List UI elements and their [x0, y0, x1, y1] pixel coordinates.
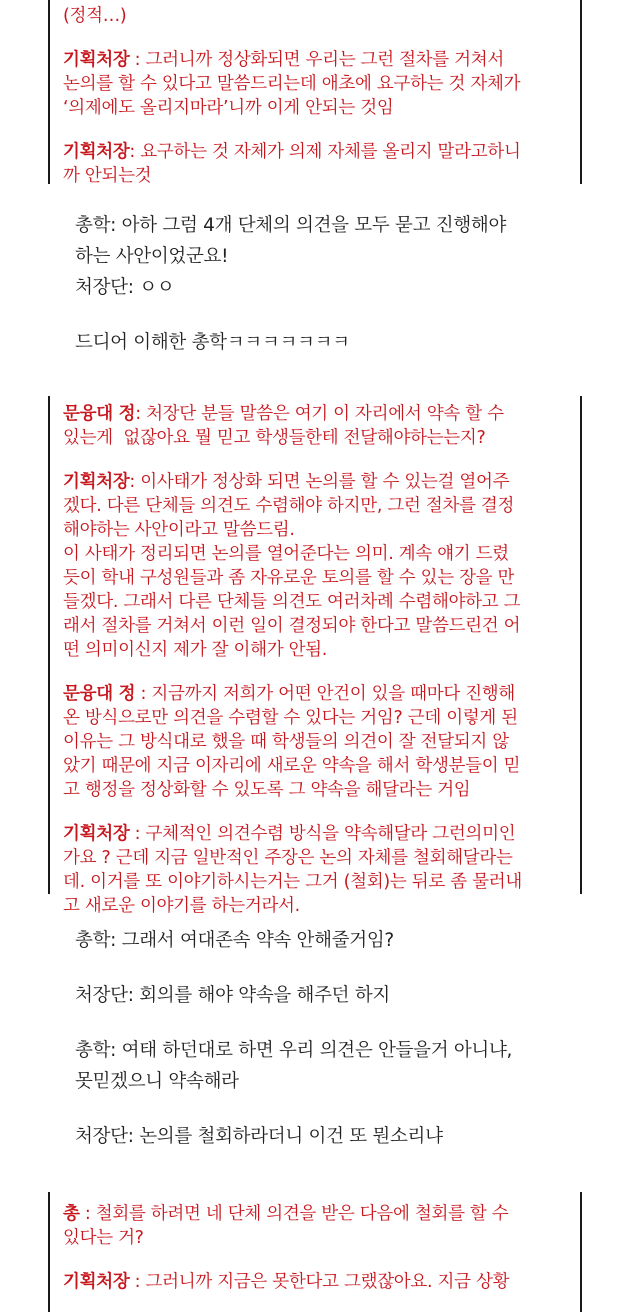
transcript-line [63, 494, 570, 518]
utterance-text: : 요구하는 것 자체가 의제 자체를 올리지 말라고하니 [129, 142, 521, 162]
paragraph-gap [63, 28, 570, 48]
utterance-text: 온 방식으로만 의견을 수렴할 수 있다는 거임? 근데 이렇게 된 [63, 708, 518, 728]
speaker-name: 문융대 정 [63, 684, 136, 704]
utterance-text: 이유는 그 방식대로 했을 때 학생들의 의견이 잘 전달되지 않 [63, 732, 509, 752]
utterance-text: 있다는 거? [63, 1228, 144, 1248]
transcript-line [63, 682, 570, 706]
transcript-line [63, 1270, 570, 1294]
utterance-text: 고 행정을 정상화할 수 있도록 그 약속을 해달라는 거임 [63, 780, 471, 800]
transcript-line [63, 470, 570, 494]
utterance-text: : 그러니까 정상화되면 우리는 그런 절차를 거쳐서 [129, 50, 504, 70]
transcript-line [63, 638, 570, 662]
utterance-text: 까 안되는것 [63, 166, 152, 186]
commentary-line: 총학: 여태 하던대로 하면 우리 의견은 안들을거 아니냐, [75, 1040, 513, 1061]
utterance-text: 래서 절차를 거쳐서 이런 일이 결정되야 한다고 말씀드린건 어 [63, 616, 521, 636]
commentary-line: 처장단: 회의를 해야 약속을 해주던 하지 [75, 985, 390, 1006]
transcript-line [63, 590, 570, 614]
utterance-text: : 처장단 분들 말씀은 여기 이 자리에서 약속 할 수 [135, 404, 504, 424]
transcript-lines [63, 402, 570, 918]
paragraph-gap [75, 956, 595, 980]
transcript-line [63, 426, 570, 450]
transcript-line [63, 1226, 570, 1250]
speaker-name: 기획처장 [63, 1272, 130, 1292]
transcript-line [63, 164, 570, 188]
transcript-line [63, 822, 570, 846]
commentary-line: 못믿겠으니 약속해라 [75, 1071, 239, 1092]
transcript-line [63, 1202, 570, 1226]
commentary-block-1 [75, 210, 595, 358]
transcript-line [63, 754, 570, 778]
transcript-line [63, 894, 570, 918]
paragraph-gap [63, 120, 570, 140]
utterance-text: 있는게 없잖아요 뭘 믿고 학생들한테 전달해야하는는지? [63, 428, 486, 448]
speaker-name: 기획처장 [63, 50, 130, 70]
transcript-line [63, 518, 570, 542]
commentary-line: 처장단: ㅇㅇ [75, 277, 175, 298]
utterance-text: : 철회를 하려면 네 단체 의견을 받은 다음에 철회를 할 수 [79, 1204, 509, 1224]
transcript-line [63, 48, 570, 72]
transcript-lines [63, 4, 570, 188]
utterance-text: : 지금까지 저희가 어떤 안건이 있을 때마다 진행해 [135, 684, 516, 704]
paragraph-gap [63, 450, 570, 470]
transcript-line [63, 140, 570, 164]
transcript-line [63, 846, 570, 870]
utterance-text: 데. 이거를 또 이야기하시는거는 그거 (철회)는 뒤로 좀 물러내 [63, 872, 522, 892]
utterance-text: 해야하는 사안이라고 말씀드림. [63, 520, 295, 540]
transcript-line [63, 706, 570, 730]
utterance-text: 떤 의미이신지 제가 잘 이해가 안됨. [63, 640, 328, 660]
commentary-lines [75, 210, 595, 358]
transcript-box-2 [48, 396, 582, 916]
utterance-text: : 이사태가 정상화 되면 논의를 할 수 있는걸 열어주 [129, 472, 510, 492]
paragraph-gap [63, 662, 570, 682]
transcript-line [63, 402, 570, 426]
commentary-line: 처장단: 논의를 철회하라더니 이건 또 뭔소리냐 [75, 1126, 443, 1147]
transcript-box-1 [48, 0, 582, 184]
speaker-name: 기획처장 [63, 824, 130, 844]
paragraph-gap [75, 303, 595, 327]
commentary-line: 총학: 아하 그럼 4개 단체의 의견을 모두 묻고 진행해야 [75, 215, 507, 236]
paragraph-gap [75, 1097, 595, 1121]
utterance-text: 았기 때문에 지금 이자리에 새로운 약속을 해서 학생분들이 믿 [63, 756, 521, 776]
transcript-line [63, 614, 570, 638]
utterance-text: 듯이 학내 구성원들과 좀 자유로운 토의를 할 수 있는 장을 만 [63, 568, 515, 588]
utterance-text: 가요 ? 근데 지금 일반적인 주장은 논의 자체를 철회해달라는 [63, 848, 513, 868]
commentary-lines [75, 925, 595, 1152]
paragraph-gap [75, 1011, 595, 1035]
speaker-name: 기획처장 [63, 472, 130, 492]
paragraph-gap [63, 802, 570, 822]
transcript-line [63, 778, 570, 802]
transcript-lines [63, 1202, 570, 1294]
utterance-text: 이 사태가 정리되면 논의를 열어준다는 의미. 계속 얘기 드렸 [63, 544, 509, 564]
utterance-text: 고 새로운 이야기를 하는거라서. [63, 896, 300, 916]
paragraph-gap [63, 1250, 570, 1270]
speaker-name: 문융대 정 [63, 404, 136, 424]
commentary-block-2 [75, 925, 595, 1152]
transcript-line [63, 870, 570, 894]
transcript-line [63, 730, 570, 754]
transcript-line [63, 542, 570, 566]
transcript-line [63, 96, 570, 120]
utterance-text: : 그러니까 지금은 못한다고 그랬잖아요. 지금 상황 [129, 1272, 510, 1292]
utterance-text: 겠다. 다른 단체들 의견도 수렴해야 하지만, 그런 절차를 결정 [63, 496, 515, 516]
utterance-text: 논의를 할 수 있다고 말씀드리는데 애초에 요구하는 것 자체가 [63, 74, 521, 94]
utterance-text: 들겠다. 그래서 다른 단체들 의견도 여러차례 수렴해야하고 그 [63, 592, 521, 612]
transcript-box-3 [48, 1192, 582, 1312]
transcript-line [63, 566, 570, 590]
commentary-line: 총학: 그래서 여대존속 약속 안해줄거임? [75, 930, 394, 951]
speaker-name: 기획처장 [63, 142, 130, 162]
commentary-line: 하는 사안이었군요! [75, 246, 229, 267]
commentary-line: 드디어 이해한 총학ㅋㅋㅋㅋㅋㅋㅋ [75, 332, 350, 353]
speaker-name: 총 [63, 1204, 80, 1224]
transcript-line [63, 4, 570, 28]
utterance-text: : 구체적인 의견수렴 방식을 약속해달라 그런의미인 [129, 824, 516, 844]
transcript-line [63, 72, 570, 96]
utterance-text: (정적…) [63, 6, 127, 26]
utterance-text: ‘의제에도 올리지마라’니까 이게 안되는 것임 [63, 98, 394, 118]
